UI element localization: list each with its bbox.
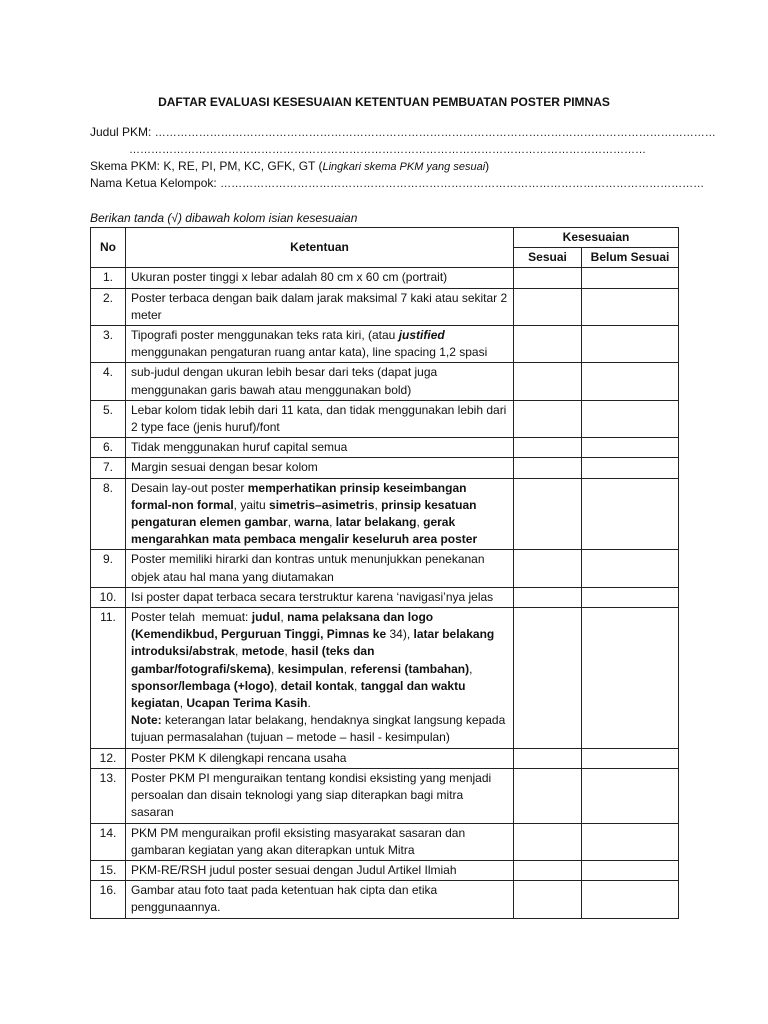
sesuai-checkbox-cell[interactable]	[514, 478, 582, 550]
row-number: 1.	[91, 268, 126, 288]
header-sesuai: Sesuai	[514, 248, 582, 268]
document-title: DAFTAR EVALUASI KESESUAIAN KETENTUAN PEMBUATAN POSTER PIMNAS	[158, 95, 610, 109]
row-number: 13.	[91, 768, 126, 823]
sesuai-checkbox-cell[interactable]	[514, 823, 582, 860]
row-number: 6.	[91, 438, 126, 458]
ketua-label: Nama Ketua Kelompok:	[90, 176, 221, 190]
belum-sesuai-checkbox-cell[interactable]	[582, 550, 679, 587]
sesuai-checkbox-cell[interactable]	[514, 288, 582, 325]
row-ketentuan: Margin sesuai dengan besar kolom	[126, 458, 514, 478]
table-row	[91, 587, 679, 607]
row-ketentuan: Isi poster dapat terbaca secara terstruktur karena ‘navigasi’nya jelas	[126, 587, 514, 607]
table-row	[91, 823, 679, 860]
sesuai-checkbox-cell[interactable]	[514, 326, 582, 363]
sesuai-checkbox-cell[interactable]	[514, 768, 582, 823]
skema-line	[90, 159, 489, 173]
ketua-dots: ……………………………………………………………………………………………………………………	[220, 178, 705, 190]
row-ketentuan: Poster telah memuat: judul, nama pelaksana dan logo (Kemendikbud, Perguruan Tinggi, Pimnas ke 34), latar belakang introduksi/abstrak, metode, hasil (teks dan gambar/fotografi/skema), kesimpulan, referensi (tambahan), sponsor/lembaga (+logo), detail kontak, tanggal dan waktu kegiatan, Ucapan Terima Kasih. Note: keterangan latar belakang, hendaknya singkat langsung kepada tujuan permasalahan (tujuan – metode – hasil - kesimpulan)	[126, 608, 514, 749]
table-row	[91, 550, 679, 587]
judul-dots: ………………………………………………………………………………………………………………………………………	[154, 127, 716, 139]
row-ketentuan: Lebar kolom tidak lebih dari 11 kata, dan tidak menggunakan lebih dari 2 type face (jenis huruf)/font	[126, 400, 514, 437]
sesuai-checkbox-cell[interactable]	[514, 608, 582, 749]
row-number: 15.	[91, 860, 126, 880]
belum-sesuai-checkbox-cell[interactable]	[582, 363, 679, 400]
table-row	[91, 860, 679, 880]
row-number: 14.	[91, 823, 126, 860]
header-belum-sesuai: Belum Sesuai	[582, 248, 679, 268]
belum-sesuai-checkbox-cell[interactable]	[582, 478, 679, 550]
table-row	[91, 748, 679, 768]
row-number: 16.	[91, 881, 126, 918]
sesuai-checkbox-cell[interactable]	[514, 363, 582, 400]
table-body	[91, 268, 679, 918]
sesuai-checkbox-cell[interactable]	[514, 860, 582, 880]
table-row	[91, 478, 679, 550]
row-number: 11.	[91, 608, 126, 749]
belum-sesuai-checkbox-cell[interactable]	[582, 400, 679, 437]
belum-sesuai-checkbox-cell[interactable]	[582, 288, 679, 325]
table-row	[91, 268, 679, 288]
sesuai-checkbox-cell[interactable]	[514, 438, 582, 458]
row-number: 3.	[91, 326, 126, 363]
row-number: 7.	[91, 458, 126, 478]
sesuai-checkbox-cell[interactable]	[514, 400, 582, 437]
ketua-line	[90, 176, 704, 190]
row-ketentuan: Tidak menggunakan huruf capital semua	[126, 438, 514, 458]
skema-note: Lingkari skema PKM yang sesuai	[322, 161, 486, 173]
table-row	[91, 326, 679, 363]
table-row	[91, 288, 679, 325]
row-number: 5.	[91, 400, 126, 437]
table-row	[91, 438, 679, 458]
instruction-text: Berikan tanda (√) dibawah kolom isian kesesuaian	[90, 211, 358, 225]
row-ketentuan: PKM PM menguraikan profil eksisting masyarakat sasaran dan gambaran kegiatan yang akan diterapkan untuk Mitra	[126, 823, 514, 860]
row-ketentuan: Desain lay-out poster memperhatikan prinsip keseimbangan formal-non formal, yaitu simetris–asimetris, prinsip kesatuan pengaturan elemen gambar, warna, latar belakang, gerak mengarahkan mata pembaca mengalir keseluruh area poster	[126, 478, 514, 550]
belum-sesuai-checkbox-cell[interactable]	[582, 587, 679, 607]
row-number: 2.	[91, 288, 126, 325]
sesuai-checkbox-cell[interactable]	[514, 587, 582, 607]
table-row	[91, 881, 679, 918]
belum-sesuai-checkbox-cell[interactable]	[582, 438, 679, 458]
table-row	[91, 608, 679, 749]
belum-sesuai-checkbox-cell[interactable]	[582, 881, 679, 918]
row-ketentuan: PKM-RE/RSH judul poster sesuai dengan Judul Artikel Ilmiah	[126, 860, 514, 880]
judul-dots-2: ……………………………………………………………………………………………………………………………	[129, 144, 646, 156]
row-ketentuan: Poster PKM K dilengkapi rencana usaha	[126, 748, 514, 768]
belum-sesuai-checkbox-cell[interactable]	[582, 268, 679, 288]
belum-sesuai-checkbox-cell[interactable]	[582, 326, 679, 363]
row-ketentuan: Poster terbaca dengan baik dalam jarak maksimal 7 kaki atau sekitar 2 meter	[126, 288, 514, 325]
belum-sesuai-checkbox-cell[interactable]	[582, 823, 679, 860]
sesuai-checkbox-cell[interactable]	[514, 458, 582, 478]
belum-sesuai-checkbox-cell[interactable]	[582, 458, 679, 478]
header-ketentuan: Ketentuan	[126, 228, 514, 268]
belum-sesuai-checkbox-cell[interactable]	[582, 748, 679, 768]
row-number: 8.	[91, 478, 126, 550]
row-ketentuan: Tipografi poster menggunakan teks rata kiri, (atau justified menggunakan pengaturan ruang antar kata), line spacing 1,2 spasi	[126, 326, 514, 363]
table-row	[91, 363, 679, 400]
belum-sesuai-checkbox-cell[interactable]	[582, 768, 679, 823]
table-row	[91, 400, 679, 437]
belum-sesuai-checkbox-cell[interactable]	[582, 608, 679, 749]
judul-label: Judul PKM:	[90, 125, 155, 139]
sesuai-checkbox-cell[interactable]	[514, 550, 582, 587]
row-ketentuan: sub-judul dengan ukuran lebih besar dari teks (dapat juga menggunakan garis bawah atau menggunakan bold)	[126, 363, 514, 400]
sesuai-checkbox-cell[interactable]	[514, 881, 582, 918]
skema-text: Skema PKM: K, RE, PI, PM, KC, GFK, GT (	[90, 159, 323, 173]
evaluation-table	[90, 227, 679, 919]
belum-sesuai-checkbox-cell[interactable]	[582, 860, 679, 880]
judul-line-2	[129, 142, 646, 156]
header-kesesuaian: Kesesuaian	[514, 228, 679, 248]
row-ketentuan: Gambar atau foto taat pada ketentuan hak cipta dan etika penggunaannya.	[126, 881, 514, 918]
row-ketentuan: Poster PKM PI menguraikan tentang kondisi eksisting yang menjadi persoalan dan disain teknologi yang siap diterapkan bagi mitra sasaran	[126, 768, 514, 823]
row-ketentuan: Ukuran poster tinggi x lebar adalah 80 cm x 60 cm (portrait)	[126, 268, 514, 288]
row-number: 12.	[91, 748, 126, 768]
header-no: No	[91, 228, 126, 268]
row-number: 9.	[91, 550, 126, 587]
table-row	[91, 768, 679, 823]
row-number: 10.	[91, 587, 126, 607]
sesuai-checkbox-cell[interactable]	[514, 748, 582, 768]
judul-line	[90, 125, 716, 139]
row-ketentuan: Poster memiliki hirarki dan kontras untuk menunjukkan penekanan objek atau hal mana yang diutamakan	[126, 550, 514, 587]
table-row	[91, 458, 679, 478]
skema-close: )	[485, 159, 490, 173]
sesuai-checkbox-cell[interactable]	[514, 268, 582, 288]
row-number: 4.	[91, 363, 126, 400]
